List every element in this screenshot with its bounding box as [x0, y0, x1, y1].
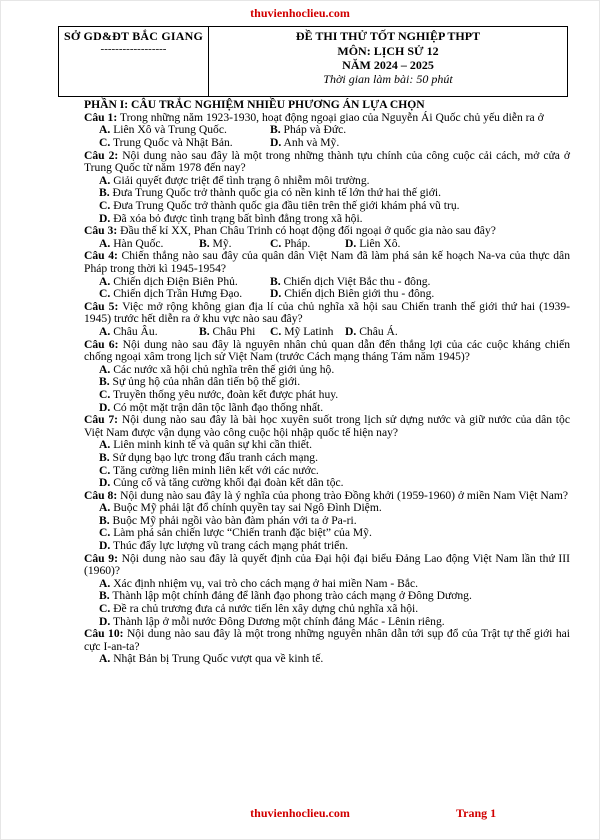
- answer-option[interactable]: [99, 275, 238, 288]
- option-text: Làm phá sản chiến lược “Chiến tranh đặc biệt” của Mỹ.: [113, 526, 372, 540]
- question-text: [84, 339, 570, 364]
- option-text: Nhật Bản bị Trung Quốc vượt qua về kinh tế.: [113, 652, 324, 666]
- question-stem: Nội dung nào sau đây là một trong những thành tựu chính của công cuộc cải cách, mở cửa ở Trung Quốc từ năm 1978 đến nay?: [84, 148, 570, 175]
- answer-option[interactable]: [270, 136, 339, 149]
- answer-option[interactable]: [99, 539, 348, 552]
- option-letter: B.: [99, 450, 110, 464]
- answer-option[interactable]: [345, 325, 398, 338]
- option-text: Hàn Quốc.: [113, 236, 164, 250]
- option-text: Tăng cường liên minh liên kết với các nước.: [112, 463, 319, 477]
- option-letter: C.: [270, 236, 282, 250]
- option-text: Châu Phi: [212, 324, 256, 338]
- section-title: PHẦN I: CÂU TRẮC NGHIỆM NHIỀU PHƯƠNG ÁN LỰA CHỌN: [84, 98, 425, 111]
- answer-option[interactable]: [270, 275, 430, 288]
- answer-option[interactable]: [99, 577, 418, 590]
- answer-option[interactable]: [99, 526, 372, 539]
- question-number: Câu 7:: [84, 413, 119, 427]
- option-text: Xác định nhiệm vụ, vai trò cho cách mạng ở hai miền Nam - Bắc.: [113, 576, 419, 590]
- question-text: [84, 414, 570, 439]
- option-letter: B.: [99, 375, 110, 389]
- option-text: Chiến dịch Việt Bắc thu - đông.: [283, 274, 431, 288]
- exam-title-box: [208, 26, 568, 97]
- question-stem: Nội dung nào sau đây là bài học xuyên suốt trong lịch sử dựng nước và giữ nước của dân tộc Việt Nam được vận dụng vào công cuộc hội nhập quốc tế hiện nay?: [84, 413, 570, 439]
- question-block: [84, 112, 570, 150]
- option-text: Chiến dịch Trần Hưng Đạo.: [113, 287, 243, 301]
- exam-header: [58, 26, 568, 97]
- option-text: Thành lập một chính đảng để lãnh đạo phong trào cách mạng ở Đông Dương.: [112, 589, 472, 603]
- question-stem: Đầu thế kỉ XX, Phan Châu Trinh có hoạt động đối ngoại ở quốc gia nào sau đây?: [120, 224, 496, 238]
- option-text: Củng cố và tăng cường khối đại đoàn kết dân tộc.: [113, 476, 344, 490]
- question-number: Câu 1:: [84, 110, 118, 124]
- answer-option[interactable]: [99, 514, 357, 527]
- answer-option[interactable]: [270, 287, 434, 300]
- question-block: [84, 553, 570, 629]
- option-letter: B.: [199, 236, 210, 250]
- option-text: Các nước xã hội chủ nghĩa trên thế giới ủng hộ.: [113, 362, 335, 376]
- question-number: Câu 9:: [84, 551, 118, 565]
- question-number: Câu 6:: [84, 337, 119, 351]
- option-text: Đưa Trung Quốc trở thành quốc gia có nền kinh tế lớn thứ hai thế giới.: [112, 186, 442, 200]
- answer-option[interactable]: [99, 375, 300, 388]
- question-number: Câu 2:: [84, 148, 119, 162]
- question-number: Câu 10:: [84, 627, 124, 641]
- question-number: Câu 4:: [84, 249, 118, 263]
- option-letter: D.: [99, 476, 111, 490]
- answer-option[interactable]: [199, 237, 232, 250]
- option-letter: C.: [99, 287, 111, 301]
- answer-option[interactable]: [99, 136, 233, 149]
- option-letter: A.: [99, 324, 111, 338]
- question-number: Câu 8:: [84, 488, 118, 502]
- option-text: Anh và Mỹ.: [283, 136, 340, 150]
- question-block: [84, 150, 570, 226]
- option-text: Buộc Mỹ phải ngồi vào bàn đàm phán với ta ở Pa-ri.: [112, 513, 357, 527]
- option-text: Sự ủng hộ của nhân dân tiến bộ thế giới.: [112, 375, 301, 389]
- question-stem: Nội dung nào sau đây là nguyên nhân chủ quan dẫn đến thắng lợi của các cuộc kháng chiến chống ngoại xâm trong lịch sử Việt Nam (trước Cách mạng tháng Tám năm 1945)?: [84, 337, 570, 364]
- option-text: Thành lập ở mỗi nước Đông Dương một chính đảng Mác - Lênin riêng.: [112, 614, 445, 628]
- question-number: Câu 3:: [84, 224, 118, 238]
- exam-title: ĐỀ THI THỬ TỐT NGHIỆP THPT: [295, 29, 481, 43]
- question-block: [84, 628, 570, 666]
- option-letter: C.: [99, 136, 111, 150]
- answer-option[interactable]: [270, 123, 346, 136]
- answer-option[interactable]: [99, 325, 158, 338]
- option-text: Có một mặt trận dân tộc lãnh đạo thống nhất.: [113, 400, 324, 414]
- option-letter: B.: [99, 513, 110, 527]
- answer-option[interactable]: [99, 589, 472, 602]
- question-stem: Việc mở rộng không gian địa lí của chủ nghĩa xã hội sau Chiến tranh thế giới thứ hai (1939-1945) trước hết diễn ra ở khu vực nào sau đây?: [84, 299, 570, 326]
- question-stem: Nội dung nào sau đây là quyết định của Đại hội đại biểu Đảng Lao động Việt Nam lần thứ III (1960)?: [84, 551, 570, 578]
- option-letter: A.: [99, 501, 111, 515]
- answer-option[interactable]: [99, 186, 441, 199]
- option-text: Mỹ Latinh: [284, 324, 334, 338]
- question-text: [84, 150, 570, 175]
- exam-year: NĂM 2024 – 2025: [342, 58, 434, 72]
- question-text: [84, 250, 570, 275]
- department-name: SỞ GD&ĐT BẮC GIANG: [63, 29, 204, 43]
- option-letter: C.: [99, 387, 111, 401]
- option-letter: C.: [99, 463, 111, 477]
- option-text: Sử dụng bạo lực trong đấu tranh cách mạng.: [112, 450, 318, 464]
- option-text: Đề ra chủ trương đưa cả nước tiến lên xây dựng chủ nghĩa xã hội.: [113, 602, 419, 616]
- question-stem: Chiến thắng nào sau đây của quân dân Việt Nam đã làm phá sản kế hoạch Na-va của thực dân Pháp trong thời kì 1945-1954?: [84, 249, 571, 276]
- option-letter: C.: [270, 324, 282, 338]
- option-text: Châu Âu.: [113, 324, 158, 338]
- question-block: [84, 250, 570, 300]
- option-text: Truyền thống yêu nước, đoàn kết được phát huy.: [112, 387, 339, 401]
- option-letter: B.: [99, 589, 110, 603]
- answer-option[interactable]: [99, 388, 338, 401]
- option-letter: B.: [99, 186, 110, 200]
- answer-option[interactable]: [99, 464, 319, 477]
- option-letter: B.: [270, 123, 281, 137]
- option-letter: B.: [199, 324, 210, 338]
- option-letter: C.: [99, 199, 111, 213]
- question-number: Câu 5:: [84, 299, 119, 313]
- question-block: [84, 225, 570, 250]
- option-letter: A.: [99, 173, 111, 187]
- site-header-link[interactable]: thuvienhoclieu.com: [250, 6, 350, 20]
- department-underline: ------------------: [100, 43, 167, 55]
- option-letter: B.: [270, 274, 281, 288]
- option-text: Pháp và Đức.: [283, 123, 347, 137]
- option-text: Đưa Trung Quốc trở thành quốc gia đầu tiên trên thế giới khám phá vũ trụ.: [113, 199, 460, 213]
- option-text: Giải quyết được triệt để tình trạng ô nhiễm môi trường.: [113, 173, 370, 187]
- footer-site-link[interactable]: thuvienhoclieu.com: [250, 806, 350, 820]
- question-stem: Trong những năm 1923-1930, hoạt động ngoại giao của Nguyễn Ái Quốc chủ yếu diễn ra ở: [119, 110, 544, 124]
- answer-option[interactable]: [99, 212, 363, 225]
- option-text: Liên Xô.: [359, 236, 401, 250]
- department-box: [58, 26, 208, 97]
- option-letter: A.: [99, 236, 111, 250]
- option-letter: C.: [99, 602, 111, 616]
- option-text: Chiến dịch Biên giới thu - đông.: [284, 287, 435, 301]
- answer-option[interactable]: [99, 199, 460, 212]
- option-text: Pháp.: [284, 236, 311, 250]
- question-text: [84, 553, 570, 578]
- option-letter: C.: [99, 526, 111, 540]
- answer-option[interactable]: [99, 652, 323, 665]
- answer-option[interactable]: [99, 363, 334, 376]
- option-letter: D.: [270, 287, 282, 301]
- option-letter: A.: [99, 438, 111, 452]
- exam-content: [84, 99, 570, 666]
- option-row: [84, 653, 570, 666]
- option-letter: A.: [99, 576, 111, 590]
- answer-option[interactable]: [99, 401, 323, 414]
- question-stem: Nội dung nào sau đây là ý nghĩa của phong trào Đồng khởi (1959-1960) ở miền Nam Việt Nam?: [120, 488, 569, 502]
- option-letter: A.: [99, 274, 111, 288]
- option-text: Liên Xô và Trung Quốc.: [113, 123, 227, 137]
- page-number: Trang 1: [456, 806, 497, 820]
- answer-option[interactable]: [99, 615, 445, 628]
- option-text: Châu Á.: [359, 324, 398, 338]
- option-text: Mỹ.: [212, 236, 232, 250]
- option-letter: D.: [99, 211, 111, 225]
- option-letter: D.: [270, 136, 282, 150]
- option-letter: D.: [99, 400, 111, 414]
- option-text: Thúc đẩy lực lượng vũ trang cách mạng phát triển.: [112, 539, 349, 553]
- answer-option[interactable]: [99, 174, 370, 187]
- answer-option[interactable]: [270, 325, 333, 338]
- option-letter: D.: [345, 324, 357, 338]
- question-text: [84, 301, 570, 326]
- exam-subject: MÔN: LỊCH SỬ 12: [337, 44, 439, 58]
- answer-option[interactable]: [99, 501, 382, 514]
- answer-option[interactable]: [99, 602, 418, 615]
- question-block: [84, 490, 570, 553]
- answer-option[interactable]: [99, 237, 163, 250]
- option-text: Liên minh kinh tế và quân sự khi cần thiết.: [113, 438, 313, 452]
- answer-option[interactable]: [199, 325, 255, 338]
- option-letter: D.: [99, 539, 111, 553]
- answer-option[interactable]: [99, 451, 318, 464]
- question-block: [84, 301, 570, 339]
- answer-option[interactable]: [270, 237, 310, 250]
- question-stem: Nội dung nào sau đây là một trong những nguyên nhân dẫn tới sụp đổ của Trật tự thế giới hai cực I-an-ta?: [84, 627, 570, 653]
- exam-time: Thời gian làm bài: 50 phút: [323, 72, 453, 86]
- answer-option[interactable]: [99, 476, 344, 489]
- option-text: Trung Quốc và Nhật Bản.: [112, 136, 233, 150]
- answer-option[interactable]: [99, 123, 227, 136]
- option-letter: D.: [99, 614, 111, 628]
- option-letter: A.: [99, 123, 111, 137]
- option-text: Chiến dịch Điện Biên Phủ.: [113, 274, 238, 288]
- option-text: Đã xóa bỏ được tình trạng bất bình đẳng trong xã hội.: [113, 211, 363, 225]
- question-list: [84, 112, 570, 666]
- option-letter: D.: [345, 236, 357, 250]
- option-text: Buộc Mỹ phải lật đổ chính quyền tay sai Ngô Đình Diệm.: [113, 501, 382, 515]
- answer-option[interactable]: [99, 287, 242, 300]
- answer-option[interactable]: [99, 438, 312, 451]
- question-text: [84, 628, 570, 653]
- option-letter: A.: [99, 362, 111, 376]
- question-block: [84, 339, 570, 415]
- answer-option[interactable]: [345, 237, 400, 250]
- question-block: [84, 414, 570, 490]
- option-letter: A.: [99, 652, 111, 666]
